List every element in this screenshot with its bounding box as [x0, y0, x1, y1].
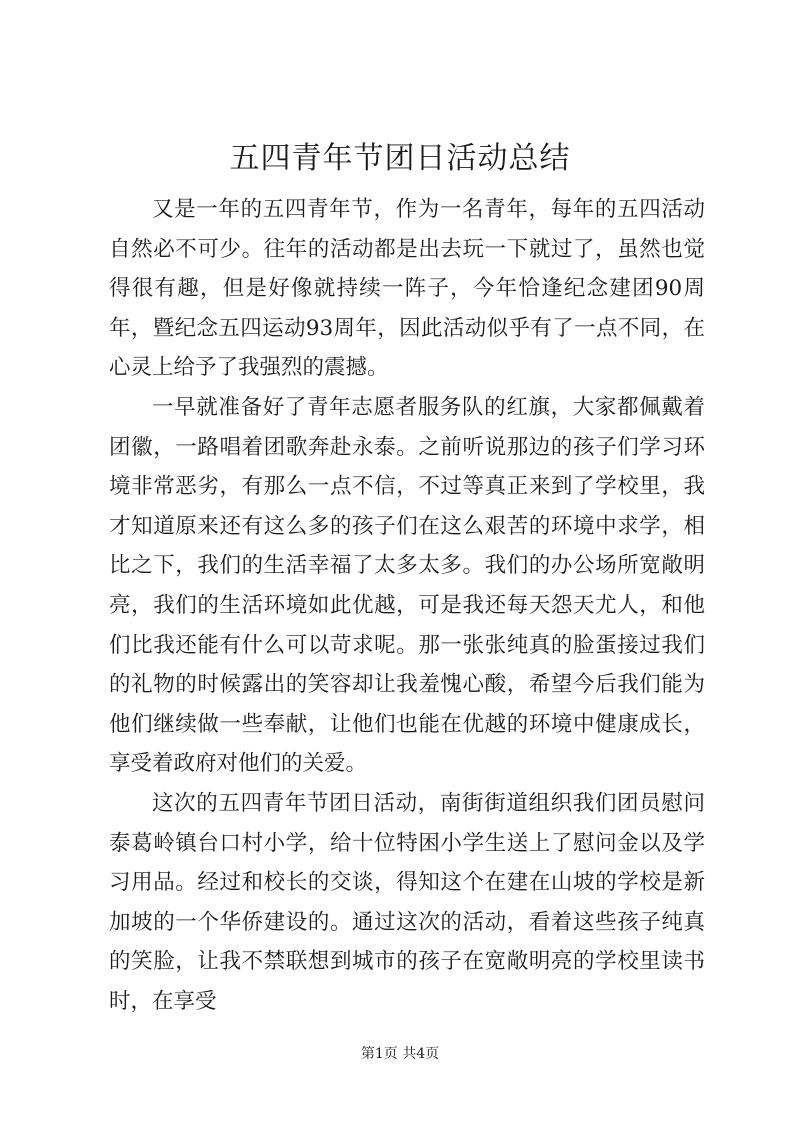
page-footer: 第1页 共4页: [360, 1046, 440, 1062]
document-body: [109, 190, 705, 1021]
paragraph-3: 这次的五四青年节团日活动，南街街道组织我们团员慰问泰葛岭镇台口村小学，给十位特困小学生送上了慰问金以及学习用品。经过和校长的交谈，得知这个在建在山坡的学校是新加坡的一个华侨建设的。通过这次的活动，看着这些孩子纯真的笑脸，让我不禁联想到城市的孩子在宽敞明亮的学校里读书时，在享受: [109, 790, 705, 1014]
paragraph-2: 一早就准备好了青年志愿者服务队的红旗，大家都佩戴着团徽，一路唱着团歌奔赴永泰。之前听说那边的孩子们学习环境非常恶劣，有那么一点不信，不过等真正来到了学校里，我才知道原来还有这么多的孩子们在这么艰苦的环境中求学，相比之下，我们的生活幸福了太多太多。我们的办公场所宽敞明亮，我们的生活环境如此优越，可是我还每天怨天尤人，和他们比我还能有什么可以苛求呢。那一张张纯真的脸蛋接过我们的礼物的时候露出的笑容却让我羞愧心酸，希望今后我们能为他们继续做一些奉献，让他们也能在优越的环境中健康成长，享受着政府对他们的关爱。: [109, 394, 705, 777]
document-title: 五四青年节团日活动总结: [229, 141, 571, 176]
paragraph-1: 又是一年的五四青年节，作为一名青年，每年的五四活动自然必不可少。往年的活动都是出去玩一下就过了，虽然也觉得很有趣，但是好像就持续一阵子，今年恰逢纪念建团90周年，暨纪念五四运动93周年，因此活动似乎有了一点不同，在心灵上给予了我强烈的震撼。: [109, 197, 705, 381]
